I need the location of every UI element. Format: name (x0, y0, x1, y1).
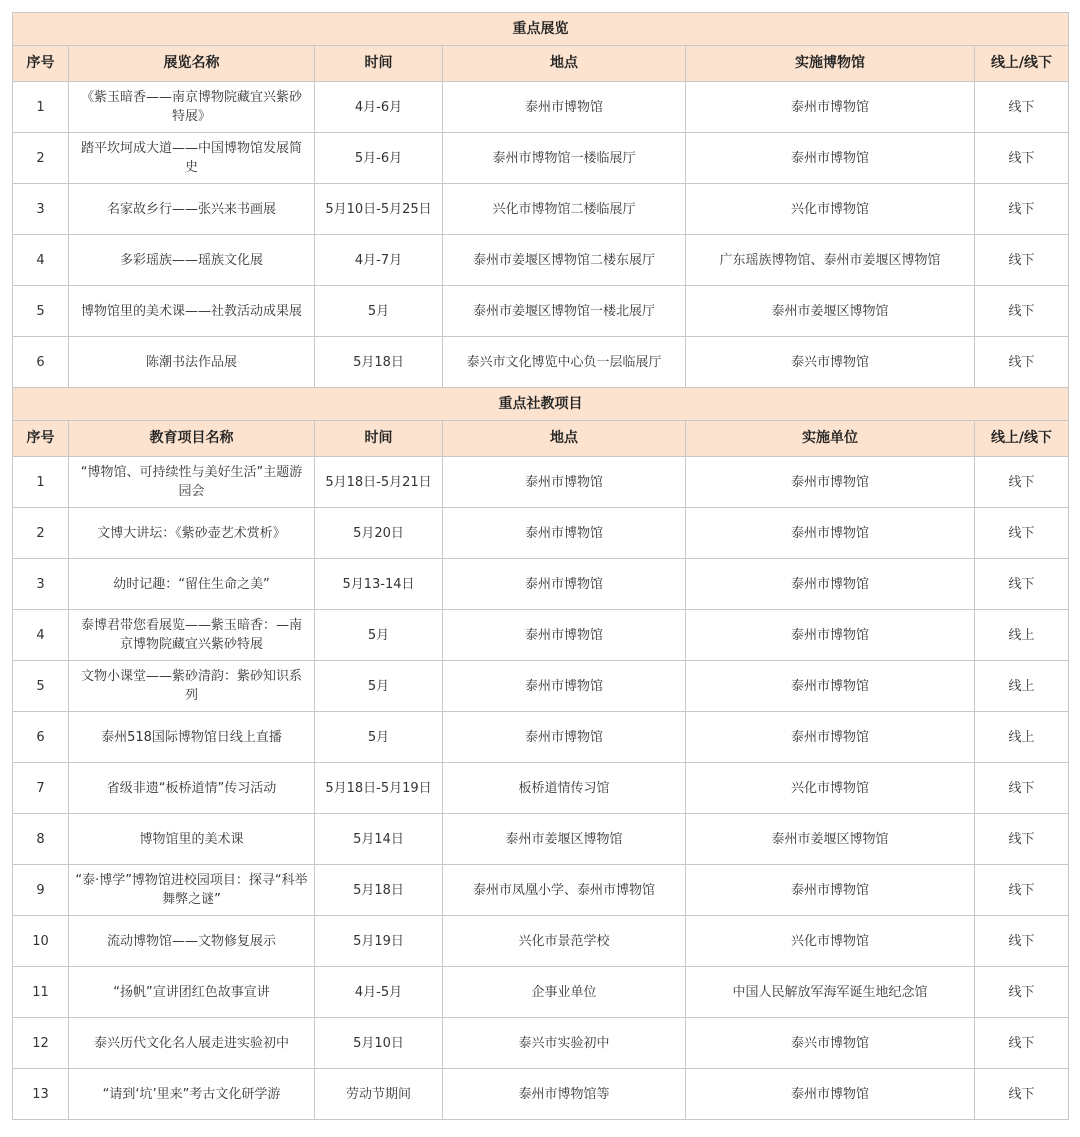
cell-mode: 线下 (975, 559, 1069, 610)
cell-time: 5月-6月 (315, 133, 443, 184)
column-header-name: 展览名称 (69, 46, 315, 82)
column-header-mode: 线上/线下 (975, 421, 1069, 457)
column-header-organizer: 实施单位 (686, 421, 975, 457)
section-title: 重点社教项目 (13, 388, 1069, 421)
cell-mode: 线下 (975, 1018, 1069, 1069)
table-row (13, 661, 1069, 712)
cell-name: 博物馆里的美术课 (69, 814, 315, 865)
column-header-location: 地点 (443, 46, 686, 82)
cell-name: 泰兴历代文化名人展走进实验初中 (69, 1018, 315, 1069)
cell-location: 泰州市姜堰区博物馆 (443, 814, 686, 865)
page (12, 12, 1068, 1120)
cell-time: 5月 (315, 286, 443, 337)
cell-location: 兴化市博物馆二楼临展厅 (443, 184, 686, 235)
cell-location: 泰兴市文化博览中心负一层临展厅 (443, 337, 686, 388)
table-row (13, 82, 1069, 133)
cell-mode: 线下 (975, 916, 1069, 967)
table-row (13, 865, 1069, 916)
cell-mode: 线下 (975, 235, 1069, 286)
cell-name: 踏平坎坷成大道——中国博物馆发展简史 (69, 133, 315, 184)
cell-time: 4月-5月 (315, 967, 443, 1018)
column-header-time: 时间 (315, 421, 443, 457)
cell-location: 泰州市博物馆 (443, 712, 686, 763)
cell-index: 8 (13, 814, 69, 865)
cell-mode: 线下 (975, 814, 1069, 865)
cell-index: 6 (13, 712, 69, 763)
cell-mode: 线下 (975, 184, 1069, 235)
cell-name: “博物馆、可持续性与美好生活”主题游园会 (69, 457, 315, 508)
table-row (13, 1069, 1069, 1120)
cell-index: 12 (13, 1018, 69, 1069)
cell-organizer: 泰州市博物馆 (686, 559, 975, 610)
column-header-time: 时间 (315, 46, 443, 82)
cell-location: 泰州市博物馆 (443, 610, 686, 661)
cell-organizer: 兴化市博物馆 (686, 763, 975, 814)
cell-organizer: 泰州市博物馆 (686, 712, 975, 763)
cell-location: 企事业单位 (443, 967, 686, 1018)
cell-location: 泰州市博物馆 (443, 82, 686, 133)
table-row (13, 559, 1069, 610)
cell-organizer: 泰州市姜堰区博物馆 (686, 286, 975, 337)
cell-index: 1 (13, 457, 69, 508)
cell-location: 兴化市景范学校 (443, 916, 686, 967)
cell-time: 5月18日 (315, 337, 443, 388)
cell-index: 11 (13, 967, 69, 1018)
cell-location: 泰州市博物馆 (443, 559, 686, 610)
cell-organizer: 泰州市博物馆 (686, 1069, 975, 1120)
cell-time: 5月 (315, 712, 443, 763)
cell-mode: 线下 (975, 865, 1069, 916)
cell-time: 5月18日-5月19日 (315, 763, 443, 814)
cell-name: 泰州518国际博物馆日线上直播 (69, 712, 315, 763)
cell-index: 4 (13, 610, 69, 661)
cell-location: 泰州市博物馆 (443, 457, 686, 508)
cell-mode: 线下 (975, 763, 1069, 814)
section-title: 重点展览 (13, 13, 1069, 46)
table-row (13, 133, 1069, 184)
cell-index: 10 (13, 916, 69, 967)
cell-mode: 线上 (975, 712, 1069, 763)
cell-name: 流动博物馆——文物修复展示 (69, 916, 315, 967)
exhibitions-header-row (13, 46, 1069, 82)
cell-mode: 线下 (975, 967, 1069, 1018)
cell-organizer: 泰州市博物馆 (686, 865, 975, 916)
cell-location: 泰州市凤凰小学、泰州市博物馆 (443, 865, 686, 916)
column-header-index: 序号 (13, 46, 69, 82)
cell-organizer: 泰兴市博物馆 (686, 337, 975, 388)
cell-time: 5月19日 (315, 916, 443, 967)
cell-organizer: 泰兴市博物馆 (686, 1018, 975, 1069)
cell-organizer: 兴化市博物馆 (686, 184, 975, 235)
table-row (13, 337, 1069, 388)
cell-mode: 线下 (975, 457, 1069, 508)
column-header-organizer: 实施博物馆 (686, 46, 975, 82)
cell-index: 1 (13, 82, 69, 133)
cell-mode: 线下 (975, 286, 1069, 337)
cell-name: 省级非遗“板桥道情”传习活动 (69, 763, 315, 814)
cell-time: 4月-6月 (315, 82, 443, 133)
cell-location: 泰州市博物馆 (443, 508, 686, 559)
cell-organizer: 泰州市博物馆 (686, 82, 975, 133)
events-table (12, 12, 1069, 1120)
cell-name: 泰博君带您看展览——紫玉暗香：—南京博物院藏宜兴紫砂特展 (69, 610, 315, 661)
column-header-index: 序号 (13, 421, 69, 457)
table-row (13, 967, 1069, 1018)
cell-index: 5 (13, 661, 69, 712)
cell-time: 5月10日 (315, 1018, 443, 1069)
cell-time: 5月18日 (315, 865, 443, 916)
table-row (13, 814, 1069, 865)
cell-name: 博物馆里的美术课——社教活动成果展 (69, 286, 315, 337)
cell-index: 5 (13, 286, 69, 337)
cell-location: 泰州市博物馆 (443, 661, 686, 712)
cell-name: “请到‘坑’里来”考古文化研学游 (69, 1069, 315, 1120)
cell-time: 5月 (315, 661, 443, 712)
cell-index: 9 (13, 865, 69, 916)
table-row (13, 1018, 1069, 1069)
cell-time: 5月13-14日 (315, 559, 443, 610)
cell-name: 文物小课堂——紫砂清韵：紫砂知识系列 (69, 661, 315, 712)
cell-time: 5月10日-5月25日 (315, 184, 443, 235)
cell-name: 文博大讲坛：《紫砂壶艺术赏析》 (69, 508, 315, 559)
cell-mode: 线下 (975, 508, 1069, 559)
cell-name: 幼时记趣：“留住生命之美” (69, 559, 315, 610)
column-header-name: 教育项目名称 (69, 421, 315, 457)
cell-location: 板桥道情传习馆 (443, 763, 686, 814)
table-row (13, 763, 1069, 814)
cell-organizer: 泰州市博物馆 (686, 610, 975, 661)
table-row (13, 508, 1069, 559)
column-header-location: 地点 (443, 421, 686, 457)
education-section-title (13, 388, 1069, 421)
cell-time: 5月14日 (315, 814, 443, 865)
table-row (13, 235, 1069, 286)
cell-organizer: 广东瑶族博物馆、泰州市姜堰区博物馆 (686, 235, 975, 286)
cell-mode: 线上 (975, 661, 1069, 712)
cell-organizer: 泰州市博物馆 (686, 133, 975, 184)
table-row (13, 712, 1069, 763)
cell-mode: 线上 (975, 610, 1069, 661)
table-row (13, 286, 1069, 337)
cell-name: “扬帆”宣讲团红色故事宣讲 (69, 967, 315, 1018)
cell-name: 多彩瑶族——瑶族文化展 (69, 235, 315, 286)
cell-index: 6 (13, 337, 69, 388)
cell-location: 泰兴市实验初中 (443, 1018, 686, 1069)
table-row (13, 184, 1069, 235)
cell-index: 2 (13, 508, 69, 559)
cell-index: 2 (13, 133, 69, 184)
cell-organizer: 泰州市博物馆 (686, 508, 975, 559)
cell-index: 7 (13, 763, 69, 814)
cell-name: 名家故乡行——张兴来书画展 (69, 184, 315, 235)
cell-mode: 线下 (975, 1069, 1069, 1120)
cell-time: 4月-7月 (315, 235, 443, 286)
column-header-mode: 线上/线下 (975, 46, 1069, 82)
cell-location: 泰州市博物馆等 (443, 1069, 686, 1120)
cell-time: 5月 (315, 610, 443, 661)
cell-index: 3 (13, 184, 69, 235)
cell-time: 劳动节期间 (315, 1069, 443, 1120)
cell-mode: 线下 (975, 82, 1069, 133)
cell-organizer: 兴化市博物馆 (686, 916, 975, 967)
cell-mode: 线下 (975, 337, 1069, 388)
table-row (13, 457, 1069, 508)
cell-name: 《紫玉暗香——南京博物院藏宜兴紫砂特展》 (69, 82, 315, 133)
exhibitions-section-title (13, 13, 1069, 46)
education-header-row (13, 421, 1069, 457)
cell-index: 3 (13, 559, 69, 610)
cell-organizer: 泰州市博物馆 (686, 457, 975, 508)
cell-mode: 线下 (975, 133, 1069, 184)
cell-name: “泰·博学”博物馆进校园项目：探寻“科举舞弊之谜” (69, 865, 315, 916)
cell-location: 泰州市姜堰区博物馆二楼东展厅 (443, 235, 686, 286)
cell-name: 陈潮书法作品展 (69, 337, 315, 388)
cell-location: 泰州市博物馆一楼临展厅 (443, 133, 686, 184)
cell-time: 5月18日-5月21日 (315, 457, 443, 508)
table-row (13, 610, 1069, 661)
cell-organizer: 中国人民解放军海军诞生地纪念馆 (686, 967, 975, 1018)
cell-organizer: 泰州市姜堰区博物馆 (686, 814, 975, 865)
cell-index: 4 (13, 235, 69, 286)
table-row (13, 916, 1069, 967)
cell-organizer: 泰州市博物馆 (686, 661, 975, 712)
cell-index: 13 (13, 1069, 69, 1120)
cell-time: 5月20日 (315, 508, 443, 559)
cell-location: 泰州市姜堰区博物馆一楼北展厅 (443, 286, 686, 337)
